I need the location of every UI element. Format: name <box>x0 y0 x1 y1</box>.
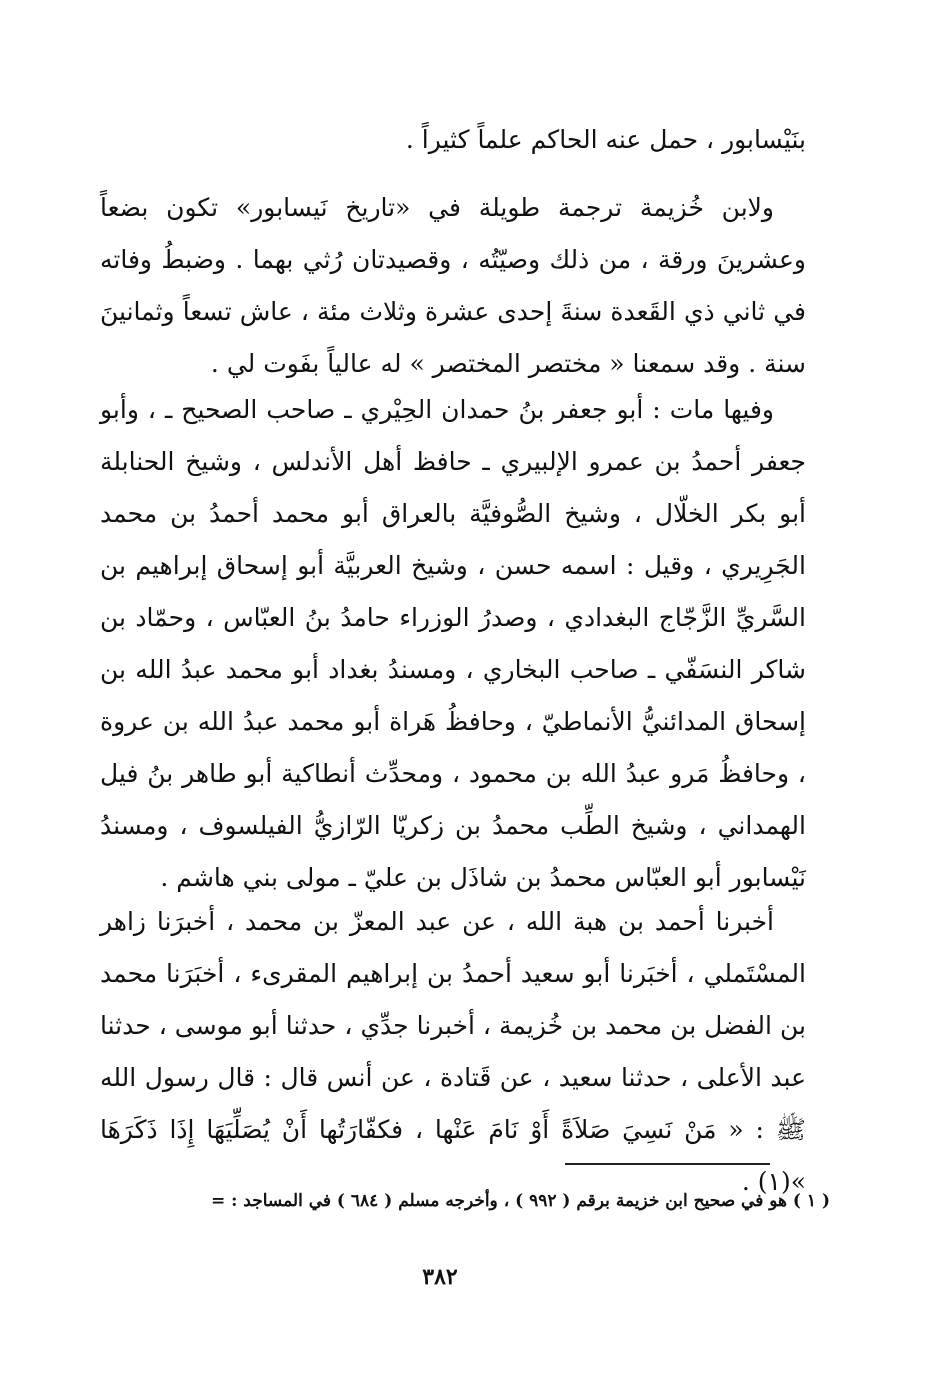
paragraph-2 <box>100 182 806 390</box>
footnote-divider <box>565 1163 770 1165</box>
page-number: ٣٨٢ <box>422 1264 458 1290</box>
footnote: ( ١ ) هو في صحيح ابن خزيمة برقم ( ٩٩٢ ) ، وأخرجه مسلم ( ٦٨٤ ) في المساجد : = <box>210 1191 830 1211</box>
paragraph-text: بنَيْسابور ، حمل عنه الحاكم علماً كثيراً . <box>405 125 806 154</box>
paragraph-text: وفيها مات : أبو جعفر بنُ حمدان الحِيْري ـ صاحب الصحيح ـ ، وأبو جعفر أحمدُ بن عمرو الإلبيري ـ حافظ أهل الأندلس ، وشيخ الحنابلة أبو بكر الخلّال ، وشيخ الصُّوفيَّة بالعراق أبو محمد أحمدُ بن محمد الجَرِيري ، وقيل : اسمه حسن ، وشيخ العربيَّة أبو إسحاق إبراهيم بن السَّريِّ الزَّجّاج البغدادي ، وصدرُ الوزراء حامدُ بنُ العبّاس ، وحمّاد بن شاكر النسَفّي ـ صاحب البخاري ، ومسندُ بغداد أبو محمد عبدُ الله بن إسحاق المدائنيُّ الأنماطيّ ، وحافظُ هَراة أبو محمد عبدُ الله بن عروة ، وحافظُ مَرو عبدُ الله بن محمود ، ومحدِّث أنطاكية أبو طاهر بنُ فيل الهمداني ، وشيخ الطِّب محمدُ بن زكريّا الرّازيُّ الفيلسوف ، ومسندُ نَيْسابور أبو العبّاس محمدُ بن شاذَل بن عليّ ـ مولى بني هاشم . <box>100 395 807 892</box>
paragraph-text: أخبرنا أحمد بن هبة الله ، عن عبد المعزّ بن محمد ، أخبرَنا زاهر المسْتَملي ، أخبَرنا أبو سعيد أحمدُ بن إبراهيم المقرىء ، أخبَرَنا محمد بن الفضل بن محمد بن خُزيمة ، أخبرنا جدِّي ، حدثنا أبو موسى ، حدثنا عبد الأعلى ، حدثنا سعيد ، عن قَتادة ، عن أنس قال : قال رسول الله ﷺ : « مَنْ نَسِيَ صَلاَةً أَوْ نَامَ عَنْها ، فكفّارَتُها أَنْ يُصَلِّيَهَا إِذَا ذَكَرَهَا »(١) . <box>100 907 806 1196</box>
paragraph-text: ولابن خُزيمة ترجمة طويلة في «تاريخ نَيسابور» تكون بضعاً وعشرينَ ورقة ، من ذلك وصيّتُه ، وقصيدتان رُثي بهما . وضبطُ وفاته في ثاني ذي القَعدة سنةَ إحدى عشرة وثلاث مئة ، عاش تسعاً وثمانينَ سنة . وقد سمعنا « مختصر المختصر » له عالياً بفَوت لي . <box>100 193 806 378</box>
paragraph-3 <box>100 384 806 904</box>
paragraph-4 <box>100 896 806 1208</box>
paragraph-1 <box>100 114 806 166</box>
